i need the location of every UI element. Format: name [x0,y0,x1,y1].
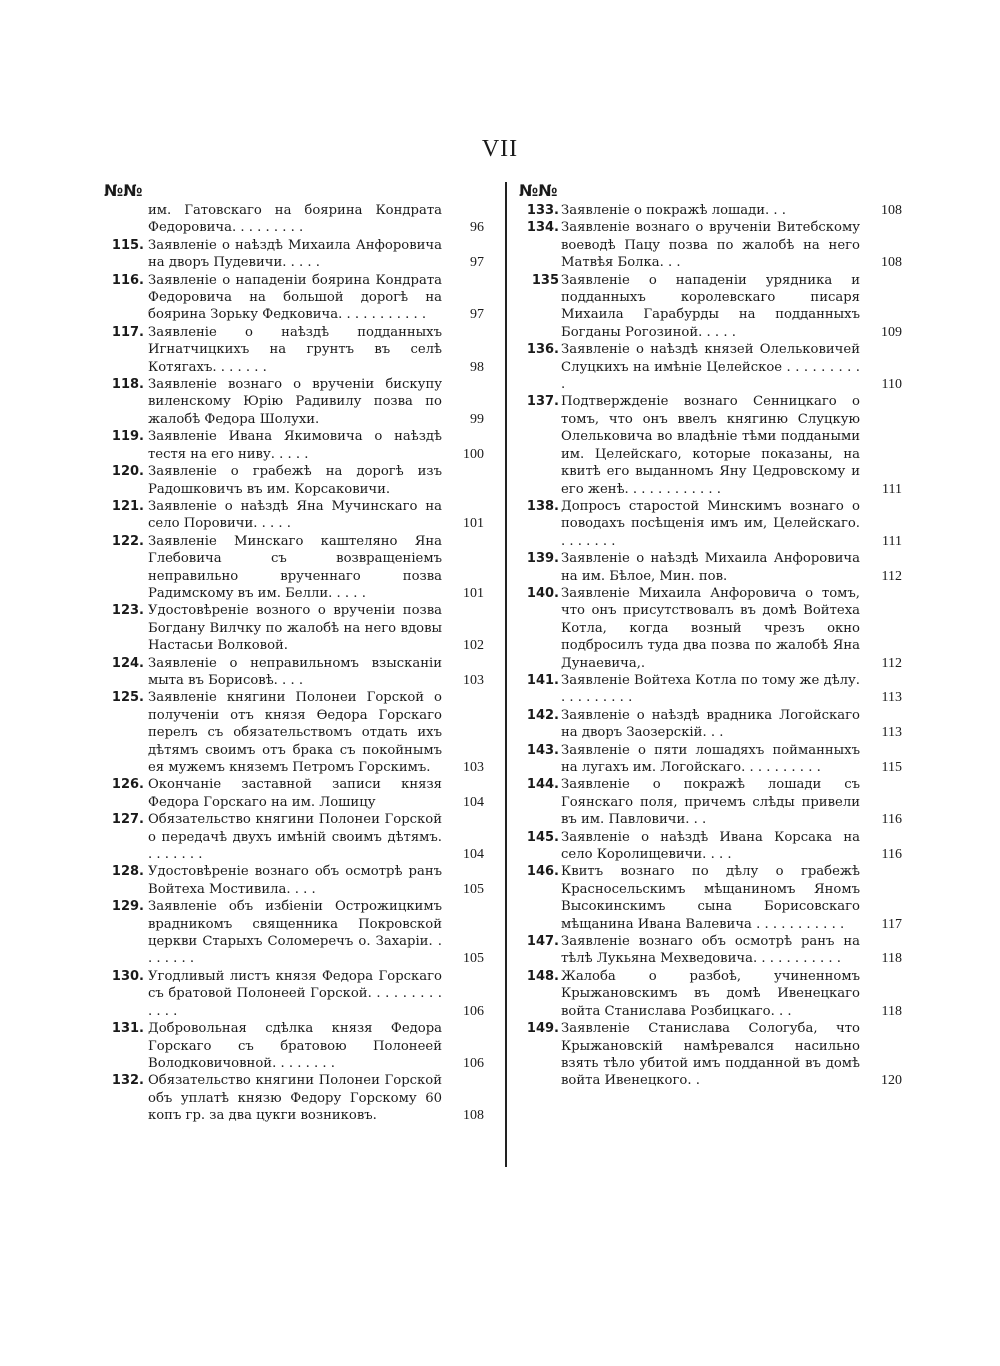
toc-entry [104,272,484,324]
entry-page: 98 [470,359,484,375]
toc-entry [104,463,484,498]
entry-page: 116 [881,847,902,863]
entry-number: 122. [111,533,144,549]
entry-text: Заявленіе о грабежѣ на дорогѣ изъ Радошковичъ въ им. Корсаковичи. [148,464,442,497]
entry-number: 117. [111,324,144,340]
entry-number: 141. [526,672,559,688]
entry-text: Заявленіе Ивана Якимовича о наѣздѣ тестя на его ниву. . . . . [148,429,442,462]
entry-text: Угодливый листъ князя Федора Горскаго съ братовой Полонеей Горской. . . . . . . . . . . . . [148,968,442,1019]
column-header: №№ [519,181,558,200]
entry-page: 108 [881,203,902,218]
entry-page: 112 [881,568,902,584]
entry-page: 102 [463,638,484,654]
entry-text: Заявленіе княгини Полонеи Горской о полученіи отъ князя Ѳедора Горскаго перелъ съ обязательствомъ отдать ихъ дѣтямъ своимъ отъ брака съ покойнымъ ея мужемъ княземъ Петромъ Горскимъ. [148,690,442,775]
entry-page: 96 [470,220,484,236]
entry-text: Заявленіе о покражѣ лошади съ Гоянскаго поля, причемъ слѣды привели въ им. Павловичи. . . [561,777,860,828]
entry-text: Добровольная сдѣлка князя Федора Горскаго съ братовою Полонеей Володковичовной. . . . . . . . [148,1021,442,1071]
toc-entry [104,811,484,863]
entry-text: Заявленіе о пяти лошадяхъ пойманныхъ на лугахъ им. Логойскаго. . . . . . . . . . [561,742,860,775]
entry-number: 140. [526,585,559,601]
entry-number: 147. [526,934,559,950]
entry-number: 121. [111,498,144,514]
entry-text: Подтвержденіе вознаго Сенницкаго о томъ, что онъ ввелъ княгиню Слуцкую Олельковича во владѣніе тѣми поддаными им. Целейскаго, которые показаны, на квитѣ его выданномъ Яну Цедровскому и его женѣ. . . . . . . . . . . . [561,394,860,497]
entry-number: 125. [111,690,144,706]
entry-page: 103 [463,760,484,775]
entry-page: 109 [881,324,902,340]
entry-number: 126. [111,777,144,793]
entry-page: 106 [463,1003,484,1019]
entry-text: Заявленіе объ избіеніи Острожицкимъ врадникомъ священника Покровской церкви Старыхъ Соломеречъ о. Захаріи. . . . . . . . [148,899,442,967]
entry-page: 120 [881,1073,902,1089]
entry-page: 113 [881,725,902,741]
toc-entry [104,863,484,898]
entry-text: Заявленіе о наѣздѣ Михаила Анфоровича на им. Бѣлое, Мин. пов. [561,551,860,584]
toc-entry [519,707,902,742]
entry-number: 134. [526,220,559,236]
column-divider [505,182,507,1167]
entry-page: 112 [881,655,902,671]
entry-number: 118. [111,377,144,393]
entry-text: Заявленіе о наѣздѣ врадника Логойскаго на дворъ Заозерскій. . . [561,707,860,741]
entry-number: 119. [111,429,144,445]
entry-text: Заявленіе о покражѣ лошади. . . [561,203,786,218]
toc-entry [104,898,484,968]
toc-entry [104,689,484,776]
entry-number: 130. [111,968,144,984]
toc-entry [104,533,484,603]
entry-text: им. Гатовскаго на боярина Кондрата Федоровича. . . . . . . . . [148,203,442,236]
entry-text: Заявленіе о наѣздѣ Михаила Анфоровича на дворъ Пудевичи. . . . . [148,237,442,271]
entry-number: 116. [111,272,144,288]
entry-number: 127. [111,812,144,828]
entry-page: 101 [463,516,484,532]
entry-text: Заявленіе о наѣздѣ князей Олельковичей Слуцкихъ на имѣніе Целейское . . . . . . . . . . [561,342,860,393]
toc-entry [104,968,484,1020]
toc-entry [104,1072,484,1124]
entry-text: Квитъ вознаго по дѣлу о грабежѣ Красносельскимъ мѣщаниномъ Яномъ Высокинскимъ сына Борисовскаго мѣщанина Ивана Валевича . . . . . . . . . . . [561,864,860,932]
entry-text: Заявленіе о наѣздѣ Ивана Корсака на село Королищевичи. . . . [561,829,860,863]
toc-entry [104,602,484,654]
entry-number: 129. [111,899,144,915]
entry-text: Заявленіе вознаго объ осмотрѣ ранъ на тѣлѣ Лукьяна Мехведовича. . . . . . . . . . . [561,934,860,967]
entry-number: 139. [526,551,559,567]
entry-page: 111 [882,481,902,497]
page-number: VII [481,136,519,162]
toc-entry [519,1020,902,1090]
entry-page: 103 [463,672,484,688]
entry-page: 105 [463,951,484,967]
toc-entry [519,585,902,672]
toc-entry [519,968,902,1020]
entry-number: 131. [111,1021,144,1037]
toc-entry [519,393,902,497]
entry-number: 136. [526,342,559,358]
entry-text: Удостовѣреніе вознаго объ осмотрѣ ранъ Войтеха Мостивила. . . . [148,864,442,897]
entry-text: Заявленіе вознаго о врученіи бискупу виленскому Юрію Радивилу позва по жалобѣ Федора Шолухи. [148,377,442,427]
entry-text: Заявленіе Станислава Сологуба, что Крыжановскій намѣревался насильно взять тѣло убитой имъ подданной въ домѣ войта Ивенецкого. . [561,1021,860,1089]
toc-entry [519,550,902,585]
left-column [104,180,484,1125]
entry-number: 124. [111,655,144,671]
toc-entry [104,428,484,463]
entry-number: 123. [111,603,144,619]
toc-entry [519,498,902,550]
entry-text: Заявленіе о неправильномъ взысканіи мыта въ Борисовѣ. . . . [148,655,442,688]
toc-entry [519,776,902,828]
toc-entry [519,742,902,777]
entry-number: 142. [526,707,559,723]
entry-page: 113 [881,690,902,706]
entry-text: Жалоба о разбоѣ, учиненномъ Крыжановскимъ въ домѣ Ивенецкаго войта Станислава Розбицкаго. . . [561,968,860,1019]
entry-number: 148. [526,968,559,984]
entry-number: 132. [111,1073,144,1089]
toc-entry [519,341,902,393]
entry-text: Заявленіе вознаго о врученіи Витебскому воеводѣ Пацу позва по жалобѣ на него Матвѣя Болка. . . [561,220,860,271]
entry-number: 133. [526,203,559,218]
toc-entry [104,202,484,237]
entry-number: 120. [111,464,144,480]
entry-page: 110 [881,377,902,393]
entry-page: 97 [470,255,484,271]
toc-entry [104,655,484,690]
entry-number: 135 [531,272,559,288]
entry-page: 111 [882,533,902,549]
entry-number: 149. [526,1021,559,1037]
entry-page: 115 [881,760,902,775]
entry-page: 104 [463,847,484,863]
toc-entry [104,324,484,376]
toc-entry [104,1020,484,1072]
entry-text: Заявленіе о наѣздѣ подданныхъ Игнатчицкихъ на грунтъ въ селѣ Котягахъ. . . . . . . [148,324,442,375]
toc-entry [104,498,484,533]
right-column [519,180,902,1090]
toc-entry [519,219,902,271]
entry-page: 116 [881,812,902,828]
entry-page: 99 [470,411,484,427]
toc-entry [519,202,902,219]
toc-entry [519,933,902,968]
entry-page: 105 [463,881,484,897]
entry-number: 146. [526,864,559,880]
entry-text: Заявленіе Минскаго каштеляно Яна Глебовича съ возвращеніемъ неправильно врученнаго позва Радимскому въ им. Белли. . . . . [148,533,442,601]
entry-number: 128. [111,864,144,880]
toc-entry [519,829,902,864]
entry-page: 100 [463,446,484,462]
toc-entry [519,272,902,342]
entry-page: 108 [463,1108,484,1124]
entry-text: Удостовѣреніе возного о врученіи позва Богдану Вилчку по жалобѣ на него вдовы Настасьи Волковой. [148,603,442,654]
entry-text: Заявленіе о нападеніи урядника и подданныхъ королевскаго писаря Михаила Гарабурды на подданныхъ Богданы Рогозиной. . . . . [561,272,860,340]
entry-number: 115. [111,237,144,253]
entry-page: 104 [463,794,484,810]
entry-page: 117 [881,916,902,932]
entry-text: Заявленіе о нападеніи боярина Кондрата Федоровича на большой дорогѣ на боярина Зорьку Федковича. . . . . . . . . . . [148,272,442,323]
entry-text: Заявленіе Михаила Анфоровича о томъ, что онъ присутствовалъ въ домѣ Войтеха Котла, когда возный чрезъ окно подбросилъ туда два позва по жалобѣ Яна Дунаевича,. [561,585,860,671]
entry-number: 145. [526,829,559,845]
toc-entry [104,776,484,811]
entry-text: Заявленіе Войтеха Котла по тому же дѣлу. . . . . . . . . . [561,672,860,706]
toc-entry [519,672,902,707]
toc-entry [519,863,902,933]
entry-number: 137. [526,394,559,410]
entry-page: 118 [881,951,902,967]
entry-text: Заявленіе о наѣздѣ Яна Мучинскаго на село Поровичи. . . . . [148,498,442,532]
entry-page: 97 [470,307,484,323]
entry-number: 138. [526,498,559,514]
entry-number: 144. [526,777,559,793]
entry-number: 143. [526,742,559,758]
entry-page: 108 [881,255,902,271]
column-header: №№ [104,181,143,200]
entry-page: 118 [881,1003,902,1019]
entry-text: Допросъ старостой Минскимъ вознаго о поводахъ посѣщенія имъ им, Целейскаго. . . . . . . . [561,498,860,549]
entry-page: 106 [463,1055,484,1071]
toc-entry [104,376,484,428]
entry-text: Окончаніе заставной записи князя Федора Горскаго на им. Лошицу [148,777,442,810]
entry-page: 101 [463,585,484,601]
entry-text: Обязательство княгини Полонеи Горской объ уплатѣ князю Федору Горскому 60 копъ гр. за два цукги возниковъ. [148,1073,442,1124]
entry-text: Обязательство княгини Полонеи Горской о передачѣ двухъ имѣній своимъ дѣтямъ. . . . . . . . [148,812,442,863]
toc-entry [104,237,484,272]
